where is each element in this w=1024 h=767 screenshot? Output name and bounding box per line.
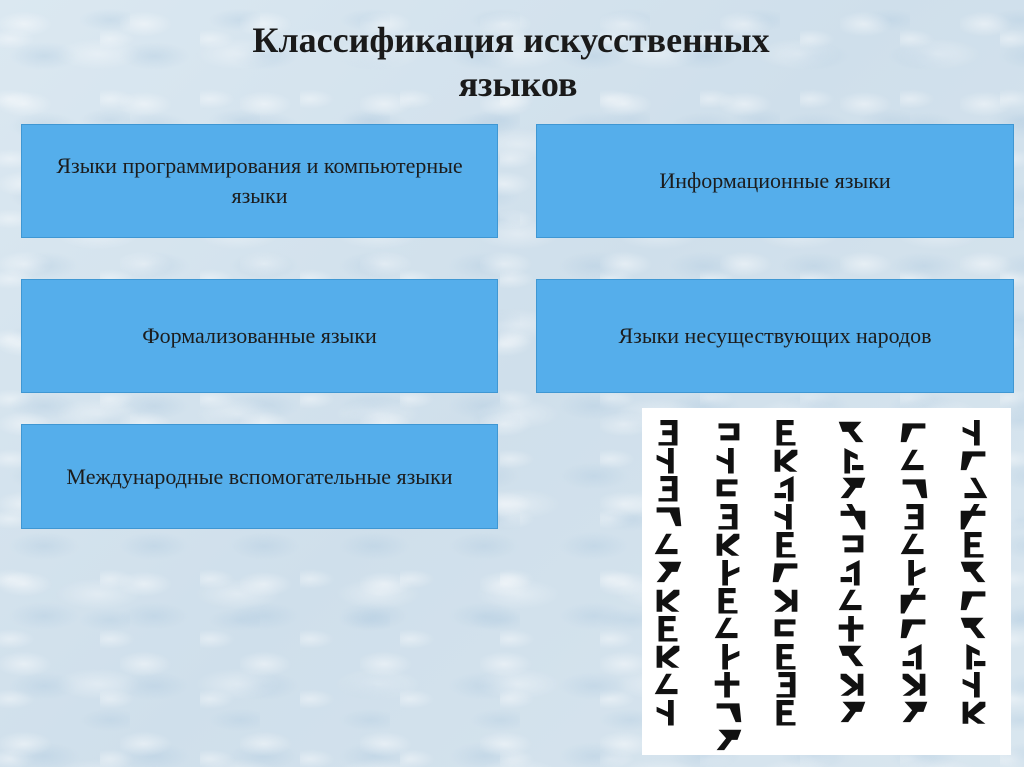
script-glyph <box>903 702 928 722</box>
script-glyph <box>717 534 740 556</box>
script-glyph <box>961 562 986 582</box>
script-glyph <box>722 644 739 670</box>
script-glyph <box>841 560 860 586</box>
script-glyph <box>901 619 926 638</box>
script-glyph <box>841 478 866 498</box>
script-glyph <box>839 590 862 610</box>
script-glyph <box>657 700 674 726</box>
script-glyph <box>719 588 738 614</box>
script-glyph <box>775 619 796 636</box>
script-glyph <box>961 504 986 530</box>
script-glyph <box>775 504 792 530</box>
category-label: Международные вспомогательные языки <box>66 463 453 489</box>
category-box-international-auxiliary-languages <box>21 424 498 529</box>
script-glyph <box>965 478 988 498</box>
script-glyph <box>773 563 798 582</box>
script-glyphs-icon <box>642 408 1011 755</box>
script-glyph <box>715 672 740 698</box>
script-glyph <box>659 420 678 446</box>
script-glyph <box>719 504 738 530</box>
script-glyph <box>777 420 796 446</box>
script-glyph <box>963 672 980 698</box>
script-glyph <box>843 535 864 552</box>
title-line-2: языков <box>458 64 578 104</box>
script-glyph <box>908 560 925 586</box>
script-glyph <box>655 534 678 554</box>
script-glyph <box>717 730 742 750</box>
script-glyph <box>775 450 798 472</box>
slide-title <box>0 18 1024 106</box>
script-glyph <box>961 451 986 470</box>
script-glyph <box>722 560 739 586</box>
script-glyph <box>659 616 678 642</box>
category-label: Формализованные языки <box>142 323 377 348</box>
script-glyph <box>841 504 866 530</box>
script-glyph <box>655 674 678 694</box>
script-glyph <box>717 479 738 496</box>
script-glyph <box>901 588 926 614</box>
script-glyph <box>717 703 742 722</box>
script-glyph <box>903 644 922 670</box>
script-glyph <box>777 644 796 670</box>
script-glyph <box>715 618 738 638</box>
category-label: Информационные языки <box>659 168 891 193</box>
script-glyph <box>657 507 682 526</box>
script-glyph <box>839 646 864 666</box>
script-glyph <box>657 646 680 668</box>
script-glyph <box>839 422 864 442</box>
script-glyph <box>963 702 986 724</box>
script-glyph <box>777 532 796 558</box>
category-box-programming-languages <box>21 124 498 238</box>
category-label: Языки несуществующих народов <box>618 323 932 348</box>
script-glyph <box>961 591 986 610</box>
script-glyph <box>844 448 863 474</box>
category-label: Языки программирования и компьютерные языки <box>56 153 463 208</box>
script-glyph <box>657 590 680 612</box>
script-glyph <box>966 644 985 670</box>
script-glyph <box>841 702 866 722</box>
category-box-information-languages <box>536 124 1014 238</box>
script-glyph <box>775 590 798 612</box>
script-glyph <box>657 562 682 582</box>
script-glyph <box>657 448 674 474</box>
script-glyph <box>903 479 928 498</box>
script-glyph <box>965 532 984 558</box>
script-glyph <box>777 672 796 698</box>
script-glyph <box>841 674 864 696</box>
constructed-script-image <box>642 408 1011 755</box>
script-glyph <box>717 448 734 474</box>
script-glyph <box>839 616 864 642</box>
title-line-1: Классификация искусственных <box>252 20 770 60</box>
category-box-formalized-languages <box>21 279 498 393</box>
script-glyph <box>659 476 678 502</box>
script-glyph <box>963 420 980 446</box>
script-glyph <box>901 450 924 470</box>
script-glyph <box>719 423 740 440</box>
script-glyph <box>961 618 986 638</box>
script-glyph <box>901 423 926 442</box>
script-glyph <box>777 700 796 726</box>
script-glyph <box>903 674 926 696</box>
script-glyph <box>901 534 924 554</box>
script-glyph <box>775 476 794 502</box>
script-glyph <box>905 504 924 530</box>
category-box-fictional-peoples-languages <box>536 279 1014 393</box>
